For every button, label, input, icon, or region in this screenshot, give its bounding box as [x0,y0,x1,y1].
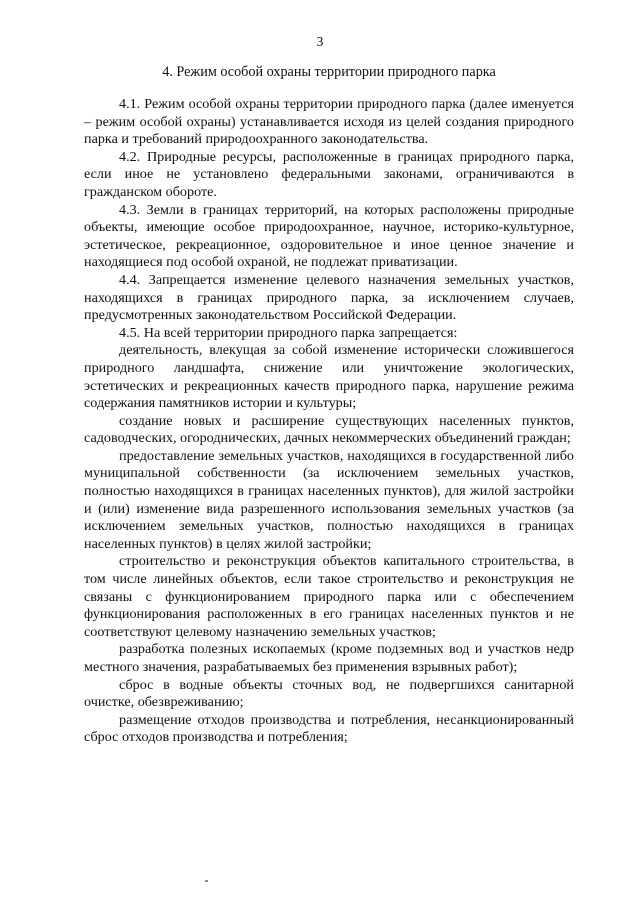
prohibition-wastewater: сброс в водные объекты сточных вод, не подвергшихся санитарной очистке, обезвреживанию; [84,676,574,711]
paragraph-4-5: 4.5. На всей территории природного парка запрещается: [119,324,458,341]
prohibition-mining: разработка полезных ископаемых (кроме подземных вод и участков недр местного значения, разрабатываемых без применения взрывных работ); [84,641,574,675]
paragraph-4-3: 4.3. Земли в границах территорий, на которых расположены природные объекты, имеющие особое природоохранное, научное, историко-культурное, эстетическое, рекреационное, оздоровительное и иное ценное значение и находящиеся под особой охраной, не подлежат приватизации. [84,201,574,271]
prohibition-land-allocation: предоставление земельных участков, находящихся в государственной либо муниципальной собственности (за исключением земельных участков, полностью находящихся в границах населенных пунктов), для жилой застройки и (или) изменение вида разрешенного использования земельных участков (за исключением земельных участков, полностью находящихся в границах населенных пунктов) в целях жилой застройки; [84,447,574,552]
document-body [84,96,574,747]
prohibition-landscape-change: деятельность, влекущая за собой изменение исторически сложившегося природного ландшафта, снижение или уничтожение экологических, эстетических и рекреационных качеств природного парка, нарушение режима содержания памятников истории и культуры; [84,342,574,412]
paragraph-4-1: 4.1. Режим особой охраны территории природного парка (далее именуется – режим особой охраны) устанавливается исходя из целей создания природного парка и требований природоохранного законодательства. [84,96,574,148]
paragraph-4-2: 4.2. Природные ресурсы, расположенные в границах природного парка, если иное не установлено федеральными законами, ограничиваются в гражданском обороте. [84,148,574,200]
scan-mark [205,880,208,882]
prohibition-waste-disposal: размещение отходов производства и потребления, несанкционированный сброс отходов производства и потребления; [84,711,574,746]
prohibition-construction: строительство и реконструкция объектов капитального строительства, в том числе линейных объектов, если такое строительство и реконструкция не связаны с функционированием природного парка или с обеспечением функционирования расположенных в его границах населенных пунктов и не соответствуют целевому назначению земельных участков; [84,553,574,640]
prohibition-settlements: создание новых и расширение существующих населенных пунктов, садоводческих, огороднических, дачных некоммерческих объединений граждан; [84,412,574,447]
paragraph-4-4: 4.4. Запрещается изменение целевого назначения земельных участков, находящихся в границах природного парка, за исключением случаев, предусмотренных законодательством Российской Федерации. [84,271,574,324]
page-number: 3 [316,34,324,49]
section-heading: 4. Режим особой охраны территории природного парка [162,64,496,80]
